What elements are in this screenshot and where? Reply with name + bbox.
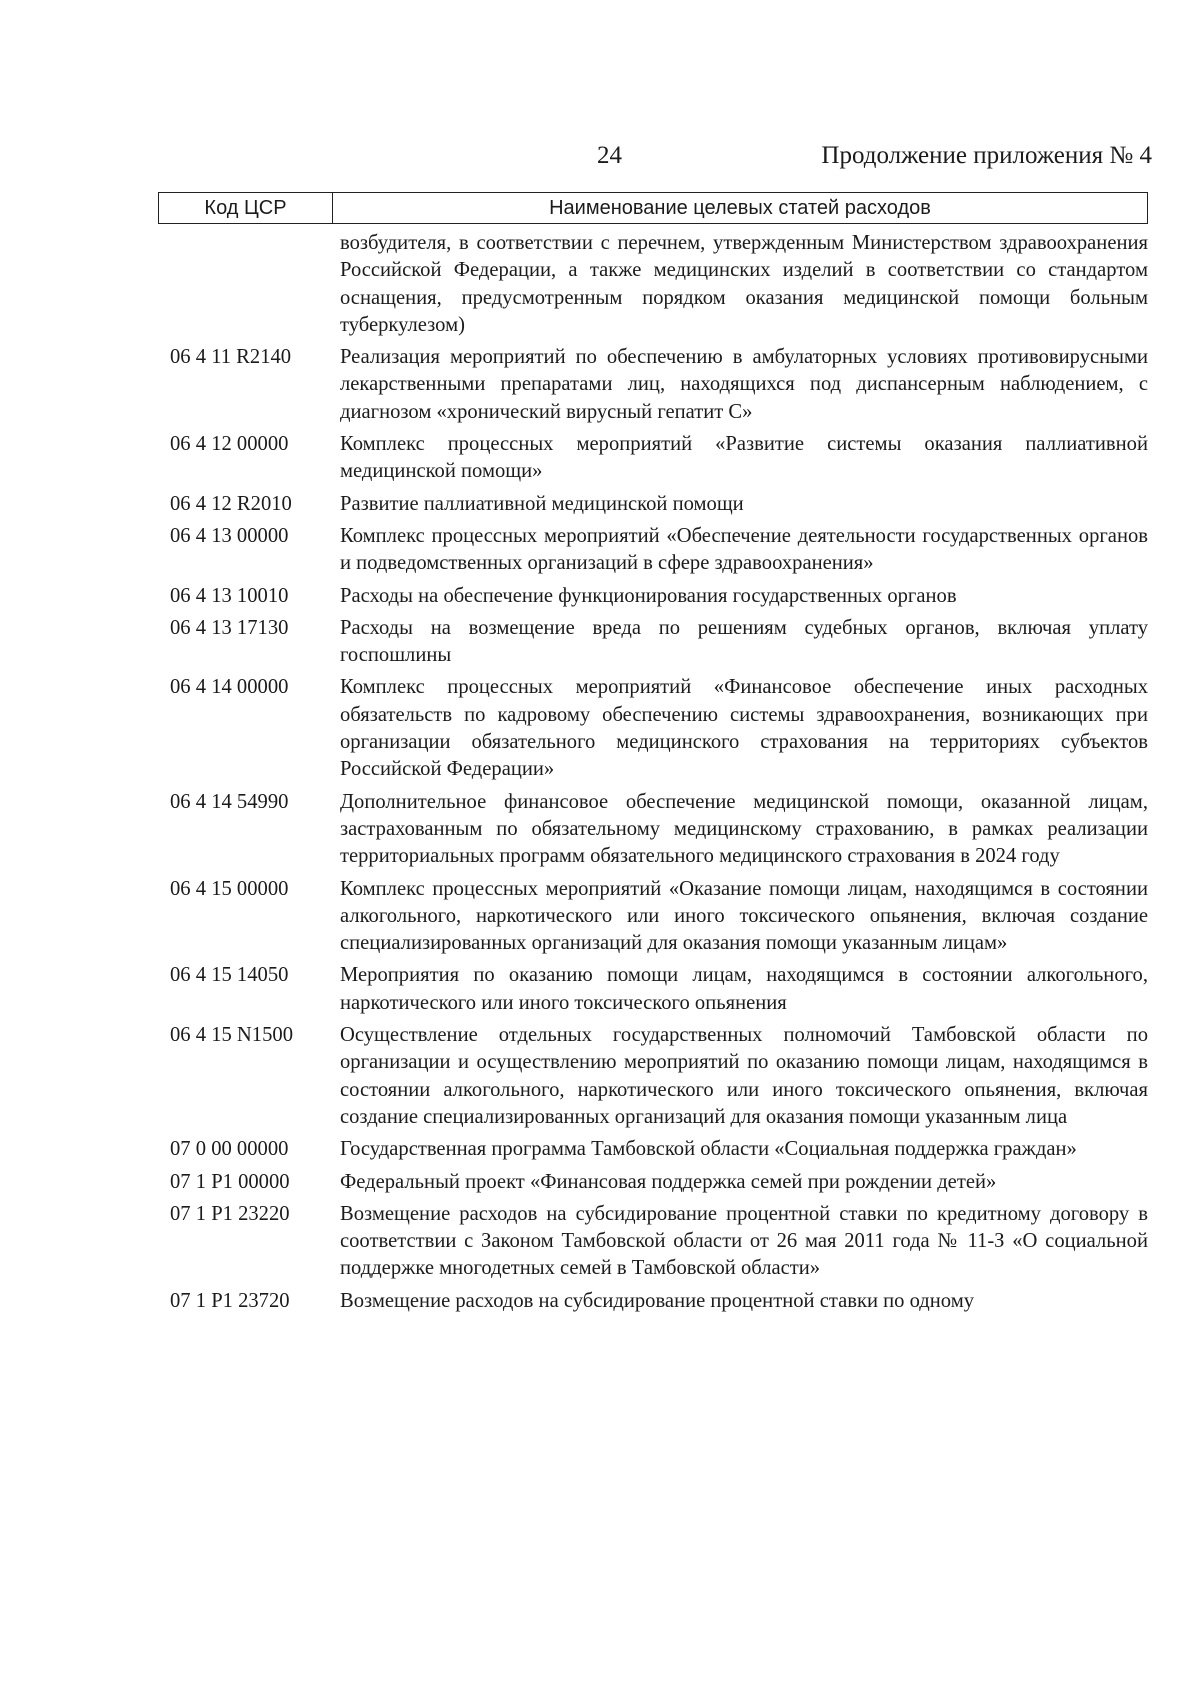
row-name: Государственная программа Тамбовской области «Социальная поддержка граждан» [340, 1138, 1077, 1161]
appendix-title: Продолжение приложения № 4 [821, 142, 1152, 169]
table-row [170, 431, 1148, 486]
row-code: 06 4 13 10010 [170, 584, 289, 607]
row-name: Расходы на обеспечение функционирования государственных органов [340, 584, 957, 607]
row-name: Комплекс процессных мероприятий «Финансовое обеспечение иных расходных обязательств по кадровому обеспечению системы здравоохранения, возникающих при организации обязательного медицинского страхования на территориях субъектов Российской Федерации» [340, 676, 1148, 781]
row-name: Комплекс процессных мероприятий «Обеспечение деятельности государственных органов и подведомственных организаций в сфере здравоохранения» [340, 524, 1148, 575]
row-code: 06 4 15 00000 [170, 877, 289, 900]
row-code: 07 1 Р1 23720 [170, 1289, 290, 1312]
table-row [170, 344, 1148, 426]
row-name: Осуществление отдельных государственных полномочий Тамбовской области по организации и осуществлению мероприятий по оказанию помощи лицам, находящимся в состоянии алкогольного, наркотического или иного токсического опьянения, включая создание специализированных организаций для оказания помощи указанным лица [340, 1024, 1148, 1128]
row-name: возбудителя, в соответствии с перечнем, утвержденным Министерством здравоохранения Российской Федерации, а также медицинских изделий в соответствии со стандартом оснащения, предусмотренным порядком оказания медицинской помощи больным туберкулезом) [340, 232, 1148, 336]
table-row [170, 583, 1148, 610]
table-row [170, 789, 1148, 871]
table-row [170, 962, 1148, 1017]
row-name: Развитие паллиативной медицинской помощи [340, 492, 744, 515]
table-row [170, 615, 1148, 670]
row-code: 06 4 11 R2140 [170, 346, 292, 369]
table-row [170, 1169, 1148, 1196]
row-code: 06 4 15 N1500 [170, 1024, 293, 1047]
column-header-name: Наименование целевых статей расходов [549, 196, 931, 219]
row-code: 06 4 13 17130 [170, 616, 289, 639]
table-row [170, 1288, 1148, 1315]
table-row [170, 1136, 1148, 1163]
row-name: Дополнительное финансовое обеспечение медицинской помощи, оказанной лицам, застрахованным по обязательному медицинскому страхованию, в рамках реализации территориальных программ обязательного медицинского страхования в 2024 году [340, 790, 1148, 868]
row-code: 06 4 15 14050 [170, 964, 289, 987]
row-code: 07 1 Р1 00000 [170, 1170, 290, 1193]
row-name: Комплекс процессных мероприятий «Развитие системы оказания паллиативной медицинской помощи» [340, 433, 1148, 483]
table-header [158, 192, 1148, 224]
row-code [170, 230, 340, 339]
table-row [170, 674, 1148, 783]
row-name: Мероприятия по оказанию помощи лицам, находящимся в состоянии алкогольного, наркотического или иного токсического опьянения [340, 964, 1148, 1014]
table-row [170, 491, 1148, 518]
row-name: Реализация мероприятий по обеспечению в амбулаторных условиях противовирусными лекарственными препаратами лиц, находящихся под диспансерным наблюдением, с диагнозом «хронический вирусный гепатит С» [340, 346, 1148, 423]
row-name: Возмещение расходов на субсидирование процентной ставки по одному [340, 1289, 975, 1312]
table-row [170, 230, 1148, 339]
row-name: Расходы на возмещение вреда по решениям судебных органов, включая уплату госпошлины [340, 616, 1148, 667]
table-row [170, 876, 1148, 958]
row-code: 06 4 14 00000 [170, 676, 289, 699]
row-code: 06 4 12 00000 [170, 433, 289, 456]
row-code: 07 1 Р1 23220 [170, 1202, 290, 1225]
page-number: 24 [597, 142, 622, 169]
row-code: 06 4 13 00000 [170, 524, 289, 547]
row-name: Возмещение расходов на субсидирование процентной ставки по кредитному договору в соответствии с Законом Тамбовской области от 26 мая 2011 года № 11-З «О социальной поддержке многодетных семей в Тамбовской области» [340, 1202, 1148, 1280]
row-code: 06 4 12 R2010 [170, 492, 292, 515]
table-row [170, 523, 1148, 578]
column-header-code: Код ЦСР [159, 193, 333, 223]
row-code: 07 0 00 00000 [170, 1138, 289, 1161]
row-name: Комплекс процессных мероприятий «Оказание помощи лицам, находящимся в состоянии алкогольного, наркотического или иного токсического опьянения, включая создание специализированных организаций для оказания помощи указанным лицам» [340, 877, 1148, 955]
table-body [170, 230, 1148, 1320]
table-row [170, 1201, 1148, 1283]
table-row [170, 1022, 1148, 1131]
row-name: Федеральный проект «Финансовая поддержка семей при рождении детей» [340, 1170, 997, 1193]
row-code: 06 4 14 54990 [170, 790, 289, 813]
